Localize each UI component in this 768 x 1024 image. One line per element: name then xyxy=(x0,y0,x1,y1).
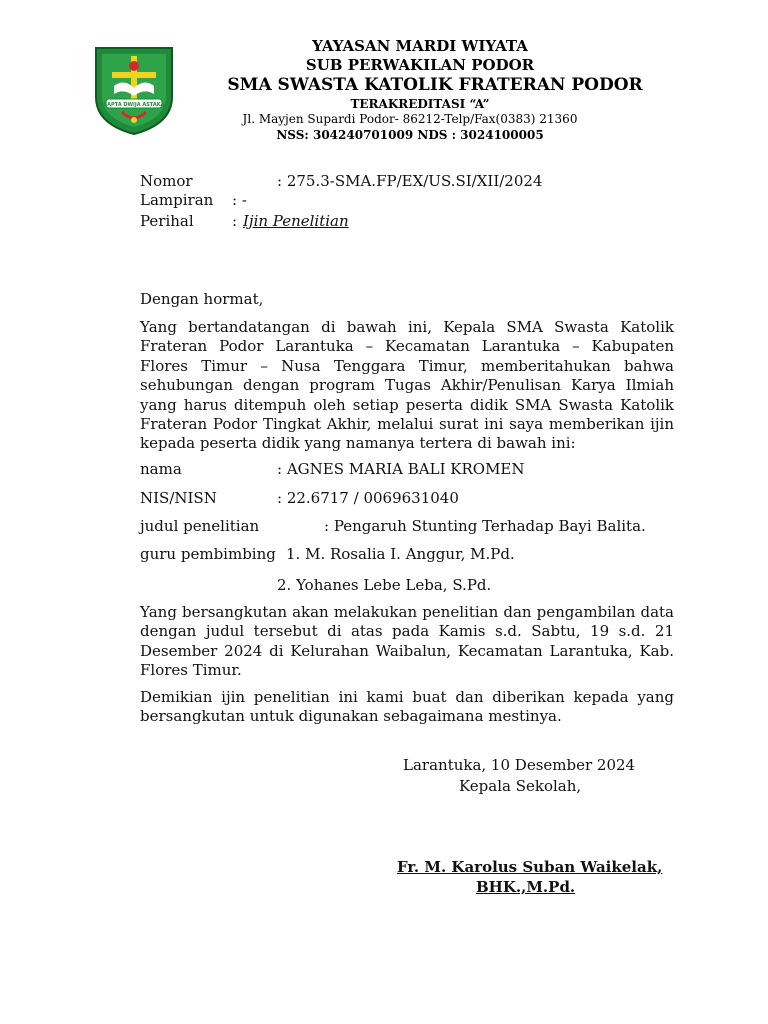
nis-value: : 22.6717 / 0069631040 xyxy=(277,489,459,507)
nama-label: nama xyxy=(140,460,182,478)
lampiran-value: : - xyxy=(232,191,247,209)
lampiran-label: Lampiran xyxy=(140,191,214,209)
nomor-label: Nomor xyxy=(140,172,193,190)
place-date: Larantuka, 10 Desember 2024 xyxy=(403,756,636,774)
signer-title: BHK.,M.Pd. xyxy=(476,878,576,896)
perihal-label: Perihal xyxy=(140,212,194,230)
signer-position: Kepala Sekolah, xyxy=(459,777,582,795)
school-codes: NSS: 304240701009 NDS : 3024100005 xyxy=(276,128,544,142)
logo-motto: SAPTA DWIJA ASTAKA xyxy=(103,102,165,108)
paragraph-closing: Demikian ijin penelitian ini kami buat dan diberikan kepada yang bersangkutan untuk digunakan sebagaimana mestinya. xyxy=(140,688,674,726)
branch-name: SUB PERWAKILAN PODOR xyxy=(305,56,535,74)
perihal-colon: : xyxy=(232,212,238,230)
paragraph-intro: Yang bertandatangan di bawah ini, Kepala SMA Swasta Katolik Frateran Podor Larantuka – Kecamatan Larantuka – Kabupaten Flores Timur – Nusa Tenggara Timur, memberitahukan bahwa sehubungan dengan program Tugas Akhir/Penulisan Karya Ilmiah yang harus ditempuh oleh setiap peserta didik SMA Swasta Katolik Frateran Podor Tingkat Akhir, melalui surat ini saya memberikan ijin kepada peserta didik yang namanya tertera di bawah ini: xyxy=(140,318,674,453)
foundation-name: YAYASAN MARDI WIYATA xyxy=(312,37,528,55)
guru-2: 2. Yohanes Lebe Leba, S.Pd. xyxy=(277,576,492,594)
guru-label: guru pembimbing xyxy=(140,545,276,563)
guru-1: 1. M. Rosalia I. Anggur, M.Pd. xyxy=(286,545,515,563)
school-name: SMA SWASTA KATOLIK FRATERAN PODOR xyxy=(227,75,643,95)
perihal-value: Ijin Penelitian xyxy=(243,212,349,230)
paragraph-research: Yang bersangkutan akan melakukan penelitian dan pengambilan data dengan judul tersebut di atas pada Kamis s.d. Sabtu, 19 s.d. 21 Desember 2024 di Kelurahan Waibalun, Kecamatan Larantuka, Kab. Flores Timur. xyxy=(140,603,674,680)
nis-label: NIS/NISN xyxy=(140,489,217,507)
accreditation: TERAKREDITASI “A” xyxy=(350,97,490,111)
signer-name: Fr. M. Karolus Suban Waikelak, xyxy=(397,858,663,876)
nomor-value: : 275.3-SMA.FP/EX/US.SI/XII/2024 xyxy=(277,172,543,190)
school-address: Jl. Mayjen Supardi Podor- 86212-Telp/Fax(0383) 21360 xyxy=(242,112,578,126)
judul-label: judul penelitian xyxy=(140,517,260,535)
judul-value: : Pengaruh Stunting Terhadap Bayi Balita. xyxy=(324,517,646,535)
salutation: Dengan hormat, xyxy=(140,290,264,308)
nama-value: : AGNES MARIA BALI KROMEN xyxy=(277,460,525,478)
